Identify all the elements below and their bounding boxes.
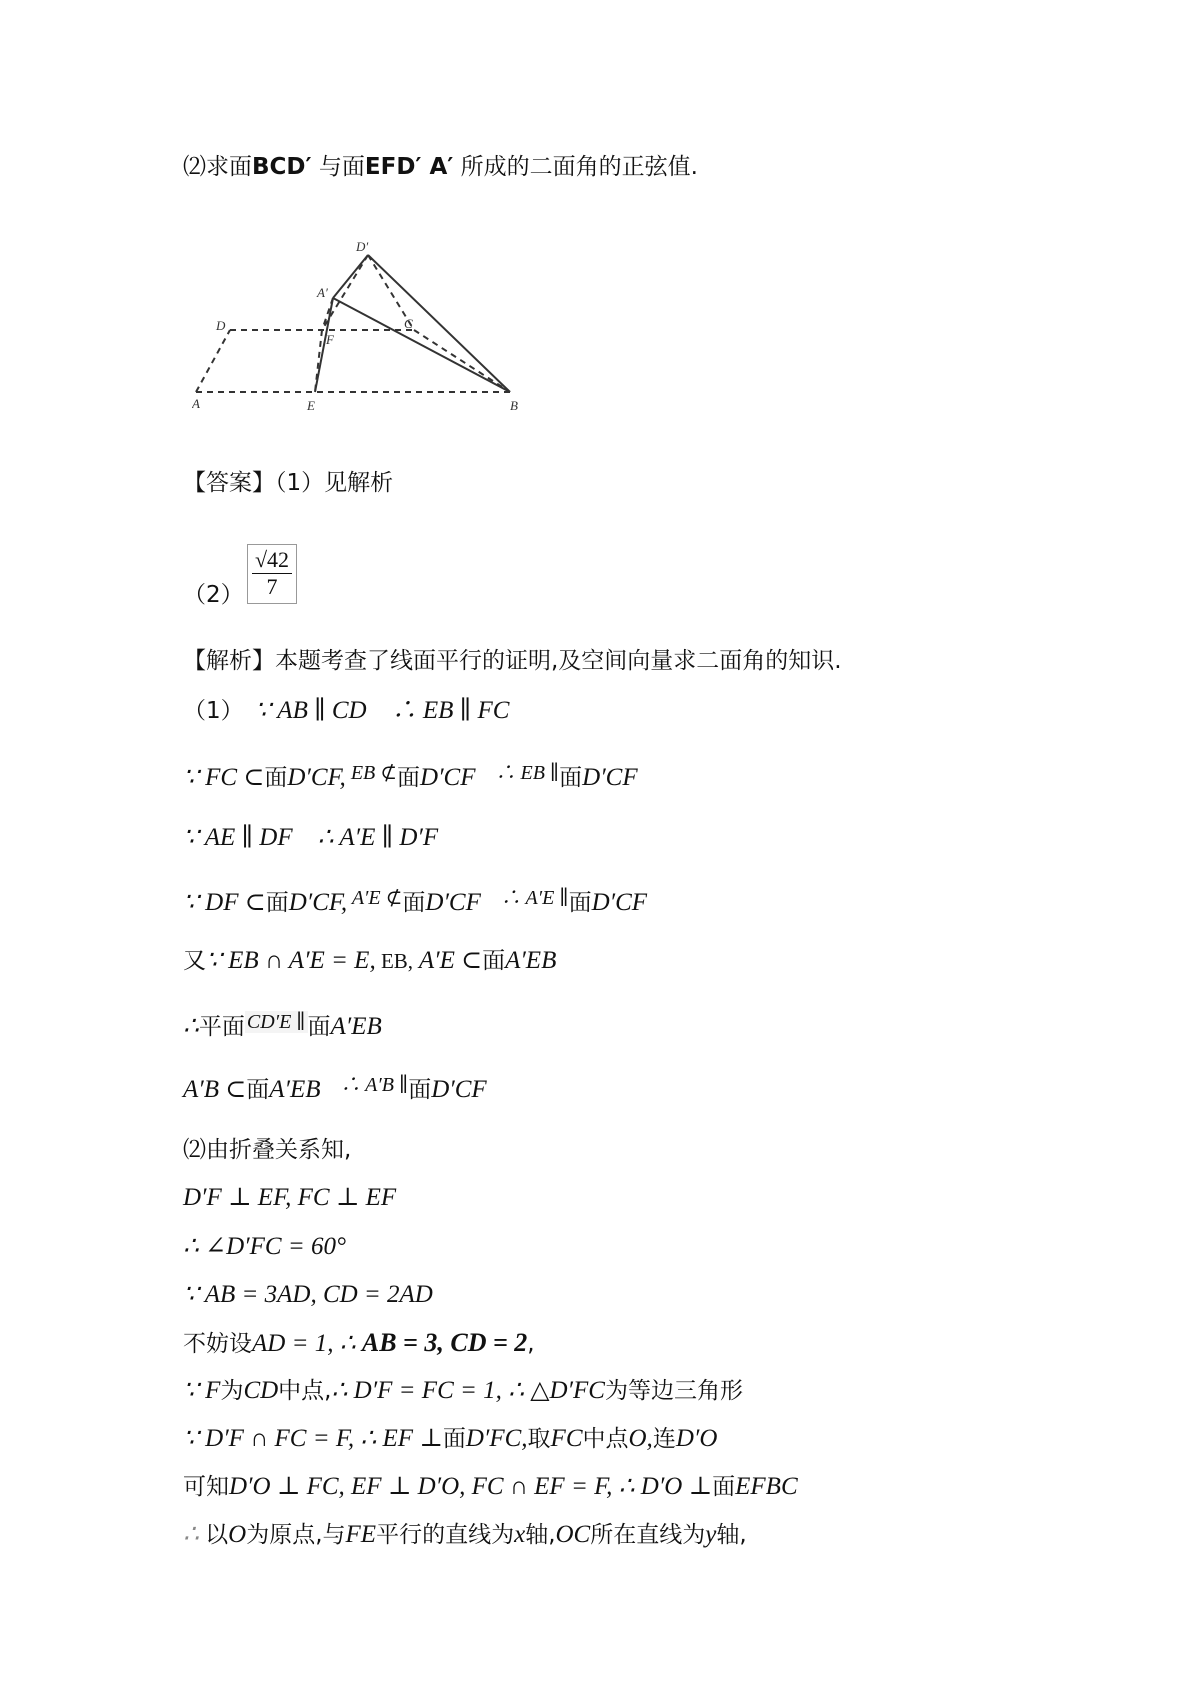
math-seg: ∴ ∠D′FC = 60° [183, 1233, 346, 1260]
question-prefix: ⑵求面 [183, 154, 252, 180]
math-seg: ∵ EB ∩ A′E = E, [206, 947, 376, 974]
text-seg: 所在直线为 [590, 1522, 706, 1548]
edge-dp-b [368, 255, 510, 392]
analysis-line-3 [183, 823, 438, 853]
text-seg: 面 [559, 765, 583, 791]
question-plane2: EFD′ A′ [364, 154, 454, 180]
math-seg: EFBC [735, 1473, 798, 1500]
analysis-line-4 [183, 888, 647, 919]
label-a-prime: A′ [317, 285, 328, 300]
math-seg: F [205, 1377, 221, 1404]
analysis-line-11 [183, 1280, 433, 1310]
analysis-line-10 [183, 1232, 346, 1262]
fraction-numerator: √42 [252, 547, 292, 574]
math-seg: A′B ⊂ [183, 1076, 247, 1103]
math-seg: D′CF [420, 764, 476, 791]
math-seg: y [705, 1521, 717, 1548]
text-seg: 面 [264, 765, 288, 791]
question-plane1: BCD′ [252, 154, 312, 180]
analysis-line-6 [183, 1012, 382, 1043]
text-seg: 连 [652, 1426, 676, 1452]
text-seg: 平行的直线为 [376, 1522, 515, 1548]
question-mid: 与面 [318, 154, 365, 180]
math-seg: ∵ AB ∥ CD ∴ EB ∥ FC [255, 697, 510, 724]
analysis-line-16 [183, 1520, 747, 1550]
edge-a-d-dashed [196, 330, 230, 392]
math-seg: ∵ FC ⊂ [183, 764, 265, 791]
question-line [183, 152, 698, 182]
text-seg: 轴, [525, 1522, 556, 1548]
text-seg: 面 [265, 890, 289, 916]
analysis-line-8: ⑵由折叠关系知, [183, 1137, 352, 1163]
text-seg: 面 [408, 1077, 432, 1103]
label-c: C [404, 316, 413, 331]
math-seg: D′CF, [288, 889, 348, 916]
analysis-line-9 [183, 1183, 396, 1213]
analysis-line-15 [183, 1472, 798, 1502]
math-seg: EB ⊄ [345, 762, 398, 784]
math-seg: D′CF [582, 764, 638, 791]
math-seg: ∵ AE ∥ DF ∴ A′E ∥ D′F [183, 824, 439, 851]
label-e: E [307, 398, 315, 413]
label-a: A [192, 396, 200, 411]
math-seg: A′EB [505, 947, 557, 974]
text-seg: 中点 [582, 1426, 629, 1452]
math-seg: FE [345, 1521, 377, 1548]
text-seg: 可知 [183, 1474, 229, 1500]
text-seg: 面 [568, 890, 592, 916]
analysis-line-2 [183, 763, 638, 794]
text-seg: （1） [183, 698, 256, 724]
math-seg: A′E ⊄ [347, 887, 403, 909]
label-f: F [326, 332, 334, 347]
math-seg: FC [550, 1425, 583, 1452]
question-suffix: 所成的二面角的正弦值. [460, 154, 698, 180]
fraction-denominator: 7 [266, 574, 278, 599]
text-seg: 为原点, [246, 1522, 323, 1548]
analysis-line-1 [183, 696, 509, 726]
text-seg: 又 [183, 948, 206, 974]
math-seg: D′CF [591, 889, 648, 916]
text-seg: 为 [220, 1378, 244, 1404]
label-d-prime: D′ [356, 240, 369, 254]
text-seg: 中点, [278, 1378, 332, 1404]
math-seg: ∴ A′E ∥ [480, 887, 569, 909]
math-seg: A′EB [330, 1013, 382, 1040]
text-seg: 不妨设 [183, 1331, 252, 1357]
text-seg: 面 [246, 1077, 270, 1103]
text-seg: 面 [307, 1014, 331, 1040]
math-seg: ∴ [183, 1013, 199, 1040]
answer-fraction [247, 544, 297, 604]
math-seg: D′FC, [465, 1425, 528, 1452]
math-seg: ∵ DF ⊂ [183, 889, 266, 916]
math-seg: x [514, 1521, 526, 1548]
math-seg: D′CF [425, 889, 481, 916]
math-seg: ∵ AB = 3AD, CD = 2AD [183, 1281, 433, 1308]
analysis-line-13 [183, 1376, 743, 1406]
math-seg: O, [628, 1425, 653, 1452]
text-seg: 面 [712, 1474, 736, 1500]
answer-part2-label: （2） [183, 582, 244, 608]
math-seg: AD = 1, ∴ [252, 1330, 362, 1357]
label-b: B [510, 398, 518, 413]
math-seg: OC [555, 1521, 591, 1548]
edge-c-b-dashed [414, 330, 510, 392]
text-seg: 轴, [716, 1522, 747, 1548]
text-seg: 取 [527, 1426, 551, 1452]
math-seg: AB = 3, CD = 2 [361, 1328, 528, 1357]
math-seg: ∵ D′F ∩ FC = F, ∴ EF ⊥ [183, 1425, 443, 1452]
math-seg: A′EB [269, 1076, 321, 1103]
analysis-heading: 【解析】本题考查了线面平行的证明,及空间向量求二面角的知识. [183, 648, 842, 674]
math-seg: A′E ⊂ [413, 947, 483, 974]
math-seg: O [228, 1521, 247, 1548]
analysis-line-7 [183, 1075, 487, 1106]
analysis-line-14 [183, 1424, 717, 1454]
geometry-figure [192, 240, 532, 430]
math-seg: ∴ D′F = FC = 1, ∴ △D′FC [331, 1377, 605, 1404]
label-d: D [216, 318, 226, 333]
edge-ap-b [333, 298, 510, 392]
text-seg: 为等边三角形 [604, 1378, 743, 1404]
math-seg: D′O ⊥ FC, EF ⊥ D′O, FC ∩ EF = F, ∴ D′O ⊥ [229, 1473, 713, 1500]
analysis-line-5 [183, 946, 556, 976]
text-seg: 与 [322, 1522, 346, 1548]
answer-heading: 【答案】（1）见解析 [183, 470, 394, 496]
text-seg: 面 [482, 948, 506, 974]
math-seg: ∴ A′B ∥ [320, 1074, 409, 1096]
math-seg: D′F ⊥ EF, FC ⊥ EF [183, 1184, 397, 1211]
text-seg: EB, [375, 949, 414, 973]
math-seg: CD [243, 1377, 279, 1404]
math-seg: ∴ [183, 1521, 206, 1548]
text-seg: 面 [397, 765, 421, 791]
text-seg: , [527, 1331, 535, 1357]
edge-dp-ap [333, 255, 368, 298]
math-seg: ∵ [183, 1377, 206, 1404]
math-seg: CD′E ∥ [246, 1011, 306, 1033]
math-seg: D′CF [431, 1076, 487, 1103]
text-seg: 面 [402, 890, 426, 916]
math-seg: D′CF, [287, 764, 346, 791]
text-seg: 以 [205, 1522, 229, 1548]
text-seg: 平面 [198, 1014, 245, 1040]
text-seg: 面 [442, 1426, 466, 1452]
analysis-line-12 [183, 1328, 535, 1359]
math-seg: D′O [675, 1425, 718, 1452]
math-seg: ∴ EB ∥ [475, 762, 560, 784]
